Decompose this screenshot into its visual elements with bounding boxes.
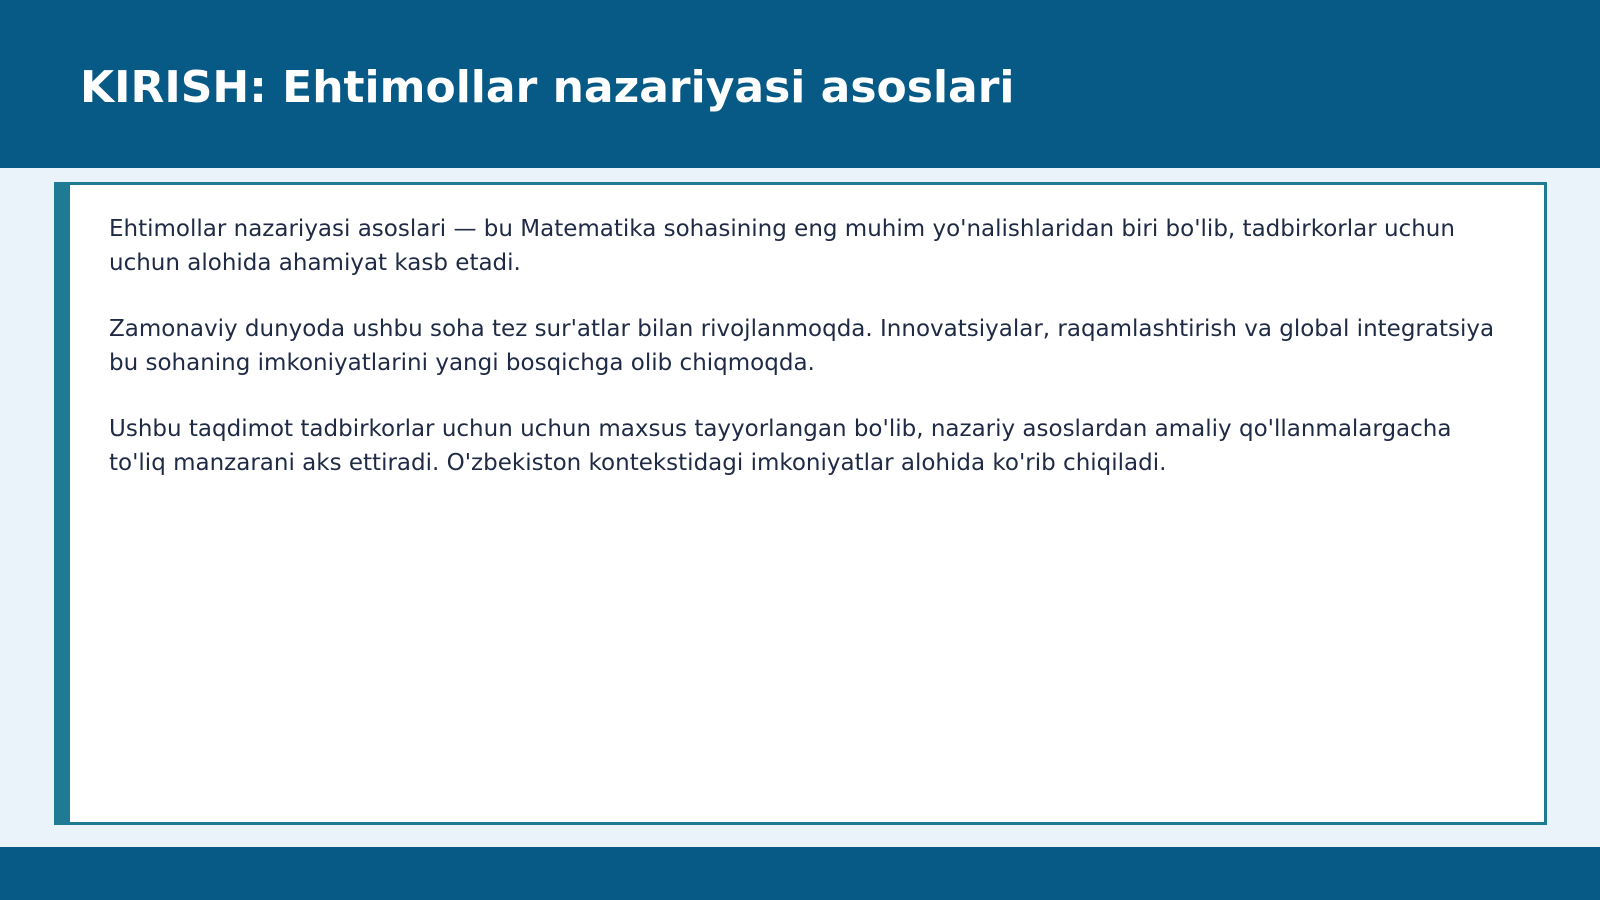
slide-header (0, 0, 1600, 168)
intro-paragraph-3: Ushbu taqdimot tadbirkorlar uchun uchun maxsus tayyorlangan bo'lib, nazariy asoslardan amaliy qo'llanmalargacha to'liq manzarani aks ettiradi. O'zbekiston kontekstidagi imkoniyatlar alohida ko'rib chiqiladi. (109, 416, 1452, 476)
slide-footer (0, 847, 1600, 900)
slide-title: KIRISH: Ehtimollar nazariyasi asoslari (80, 62, 1015, 113)
content-card (54, 182, 1547, 825)
intro-paragraph-1: Ehtimollar nazariyasi asoslari — bu Matematika sohasining eng muhim yo'nalishlaridan biri bo'lib, tadbirkorlar uchun uchun alohida ahamiyat kasb etadi. (109, 216, 1455, 276)
intro-paragraph-2: Zamonaviy dunyoda ushbu soha tez sur'atlar bilan rivojlanmoqda. Innovatsiyalar, raqamlashtirish va global integratsiya bu sohaning imkoniyatlarini yangi bosqichga olib chiqmoqda. (109, 316, 1495, 376)
content-text (109, 212, 1499, 512)
